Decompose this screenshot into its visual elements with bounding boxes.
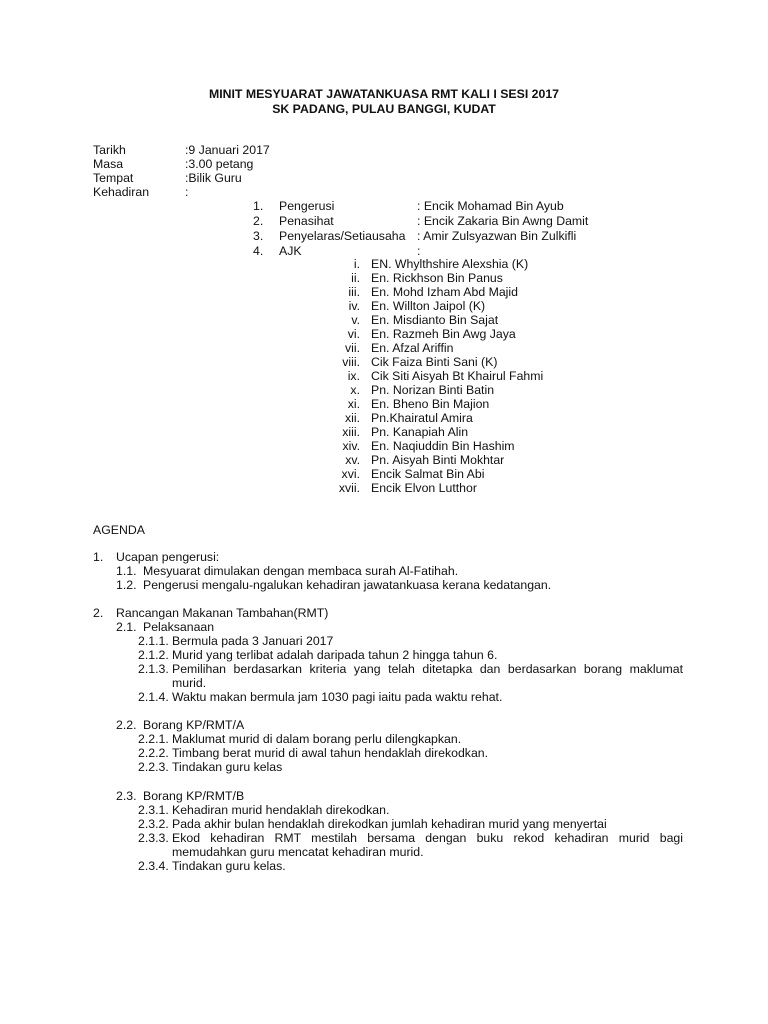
role-number: 2. <box>253 214 264 228</box>
ajk-name: Cik Faiza Binti Sani (K) <box>371 355 498 369</box>
item-number: 1.2. <box>116 578 137 592</box>
agenda-line <box>93 648 683 662</box>
ajk-number: xii. <box>344 411 360 425</box>
agenda-line <box>93 746 683 760</box>
item-text: Mesyuarat dimulakan dengan membaca surah Al-Fatihah. <box>143 564 459 578</box>
ajk-number: xvi. <box>341 467 360 481</box>
meta-label: Tempat <box>93 171 134 185</box>
role-title: AJK <box>279 244 302 258</box>
agenda-item-1 <box>93 550 683 592</box>
ajk-name: En. Naqiuddin Bin Hashim <box>371 439 515 453</box>
item-number: 2.3. <box>116 789 137 803</box>
role-title: Penasihat <box>279 214 334 228</box>
item-text: Ucapan pengerusi: <box>116 550 220 564</box>
meta-value: :Bilik Guru <box>185 171 242 185</box>
ajk-number: vii. <box>344 341 360 355</box>
ajk-number: i. <box>353 257 360 271</box>
ajk-number: iv. <box>348 299 360 313</box>
attendance-roles <box>253 199 588 259</box>
item-text: Pemilihan berdasarkan kriteria yang telah ditetapka dan berdasarkan borang maklumat <box>172 662 683 676</box>
ajk-name: Pn. Aisyah Binti Mokhtar <box>371 453 505 467</box>
ajk-member <box>310 285 543 299</box>
item-number: 2.1.3. <box>138 662 169 676</box>
agenda-line <box>93 817 683 831</box>
role-name: : <box>417 244 421 258</box>
meta-label: Masa <box>93 157 124 171</box>
ajk-member <box>310 313 543 327</box>
agenda-line <box>93 859 683 873</box>
role-title: Penyelaras/Setiausaha <box>279 229 406 243</box>
meta-label: Kehadiran <box>93 185 150 199</box>
agenda-line-continuation: murid. <box>172 676 207 690</box>
agenda-line <box>93 620 683 634</box>
meta-value: :3.00 petang <box>185 157 254 171</box>
agenda-line <box>93 634 683 648</box>
ajk-name: Cik Siti Aisyah Bt Khairul Fahmi <box>371 369 544 383</box>
item-number: 2.2.2. <box>138 746 169 760</box>
agenda-line-continuation: memudahkan guru mencatat kehadiran murid. <box>172 845 424 859</box>
role-number: 1. <box>253 199 264 213</box>
ajk-name: En. Misdianto Bin Sajat <box>371 313 499 327</box>
role-name: : Encik Mohamad Bin Ayub <box>417 199 564 213</box>
meta-value: :9 Januari 2017 <box>185 143 270 157</box>
ajk-member <box>310 369 543 383</box>
title-line-1: MINIT MESYUARAT JAWATANKUASA RMT KALI I SESI 2017 <box>208 87 560 101</box>
role-name: : Encik Zakaria Bin Awng Damit <box>417 214 589 228</box>
ajk-member <box>310 257 543 271</box>
ajk-name: Encik Elvon Lutthor <box>371 481 477 495</box>
agenda-heading: AGENDA <box>93 523 145 537</box>
role-name: : Amir Zulsyazwan Bin Zulkifli <box>417 229 577 243</box>
meta-row-time <box>93 157 270 171</box>
meta-row-date <box>93 143 270 157</box>
ajk-name: EN. Whylthshire Alexshia (K) <box>371 257 529 271</box>
item-number: 2.1.1. <box>138 634 169 648</box>
ajk-number: viii. <box>342 355 360 369</box>
item-text: Waktu makan bermula jam 1030 pagi iaitu pada waktu rehat. <box>172 690 503 704</box>
item-text: Maklumat murid di dalam borang perlu dilengkapkan. <box>172 732 462 746</box>
agenda-line <box>93 578 683 592</box>
item-text: Kehadiran murid hendaklah direkodkan. <box>172 803 390 817</box>
ajk-number: vi. <box>347 327 360 341</box>
ajk-name: Pn. Norizan Binti Batin <box>371 383 495 397</box>
ajk-name: Pn. Kanapiah Alin <box>371 425 469 439</box>
ajk-member <box>310 467 543 481</box>
item-number: 2.1.2. <box>138 648 169 662</box>
item-number: 2.3.4. <box>138 859 169 873</box>
role-number: 4. <box>253 244 264 258</box>
item-number: 2.2.1. <box>138 732 169 746</box>
item-number: 2.3.1. <box>138 803 169 817</box>
role-row <box>253 229 588 244</box>
ajk-number: xiii. <box>342 425 360 439</box>
item-number: 2.3.3. <box>138 831 169 845</box>
agenda-line <box>93 690 683 704</box>
ajk-member <box>310 299 543 313</box>
role-row <box>253 214 588 229</box>
ajk-member <box>310 355 543 369</box>
item-text: Ekod kehadiran RMT mestilah bersama dengan buku rekod kehadiran murid bagi <box>172 831 683 845</box>
ajk-member <box>310 341 543 355</box>
agenda-section-2-3 <box>93 789 683 873</box>
ajk-number: ii. <box>351 271 360 285</box>
ajk-number: x. <box>350 383 360 397</box>
item-text: Pengerusi mengalu-ngalukan kehadiran jawatankuasa kerana kedatangan. <box>143 578 552 592</box>
item-text: Bermula pada 3 Januari 2017 <box>172 634 334 648</box>
agenda-item-2 <box>93 606 683 704</box>
agenda-line <box>93 831 683 845</box>
meta-row-attendance <box>93 185 270 199</box>
title-line-2: SK PADANG, PULAU BANGGI, KUDAT <box>272 102 496 116</box>
ajk-member <box>310 271 543 285</box>
ajk-member <box>310 453 543 467</box>
ajk-name: En. Afzal Ariffin <box>371 341 454 355</box>
agenda-line <box>93 789 683 803</box>
item-text: Borang KP/RMT/A <box>143 718 245 732</box>
item-text: Timbang berat murid di awal tahun hendaklah direkodkan. <box>172 746 489 760</box>
item-text: Murid yang terlibat adalah daripada tahun 2 hingga tahun 6. <box>172 648 498 662</box>
role-number: 3. <box>253 229 264 243</box>
role-title: Pengerusi <box>279 199 335 213</box>
agenda-line <box>93 662 683 676</box>
item-number: 2.3.2. <box>138 817 169 831</box>
item-number: 2.2. <box>116 718 137 732</box>
ajk-member <box>310 383 543 397</box>
ajk-number: xv. <box>345 453 360 467</box>
item-number: 2. <box>93 606 104 620</box>
item-text: Borang KP/RMT/B <box>143 789 245 803</box>
meta-label: Tarikh <box>93 143 126 157</box>
ajk-member-list <box>310 257 543 495</box>
ajk-number: ix. <box>347 369 360 383</box>
item-number: 1. <box>93 550 104 564</box>
item-number: 2.1. <box>116 620 137 634</box>
ajk-number: xiv. <box>342 439 360 453</box>
item-number: 2.1.4. <box>138 690 169 704</box>
item-text: Pelaksanaan <box>143 620 215 634</box>
item-text: Tindakan guru kelas. <box>172 859 286 873</box>
meta-value: : <box>185 185 189 199</box>
item-number: 2.2.3. <box>138 760 169 774</box>
ajk-name: En. Willton Jaipol (K) <box>371 299 486 313</box>
agenda-line <box>93 606 683 620</box>
agenda-line <box>93 564 683 578</box>
ajk-member <box>310 439 543 453</box>
ajk-member <box>310 411 543 425</box>
agenda-line <box>93 718 683 732</box>
agenda-line <box>93 732 683 746</box>
item-text: Rancangan Makanan Tambahan(RMT) <box>116 606 329 620</box>
ajk-member <box>310 327 543 341</box>
ajk-number: xi. <box>347 397 360 411</box>
agenda-section-2-2 <box>93 718 683 774</box>
meeting-details <box>93 143 270 199</box>
ajk-name: En. Bheno Bin Majion <box>371 397 490 411</box>
ajk-member <box>310 425 543 439</box>
ajk-number: v. <box>351 313 360 327</box>
ajk-name: Pn.Khairatul Amira <box>371 411 473 425</box>
agenda-line <box>93 760 683 774</box>
item-text: Tindakan guru kelas <box>172 760 283 774</box>
ajk-name: En. Mohd Izham Abd Majid <box>371 285 518 299</box>
ajk-number: xvii. <box>338 481 360 495</box>
document-title <box>0 87 768 117</box>
role-row <box>253 199 588 214</box>
ajk-name: En. Razmeh Bin Awg Jaya <box>371 327 516 341</box>
agenda-line <box>93 803 683 817</box>
ajk-name: Encik Salmat Bin Abi <box>371 467 485 481</box>
ajk-member <box>310 397 543 411</box>
item-text: Pada akhir bulan hendaklah direkodkan jumlah kehadiran murid yang menyertai <box>172 817 607 831</box>
ajk-number: iii. <box>348 285 360 299</box>
ajk-member <box>310 481 543 495</box>
ajk-name: En. Rickhson Bin Panus <box>371 271 503 285</box>
agenda-line <box>93 550 683 564</box>
meta-row-venue <box>93 171 270 185</box>
item-number: 1.1. <box>116 564 137 578</box>
